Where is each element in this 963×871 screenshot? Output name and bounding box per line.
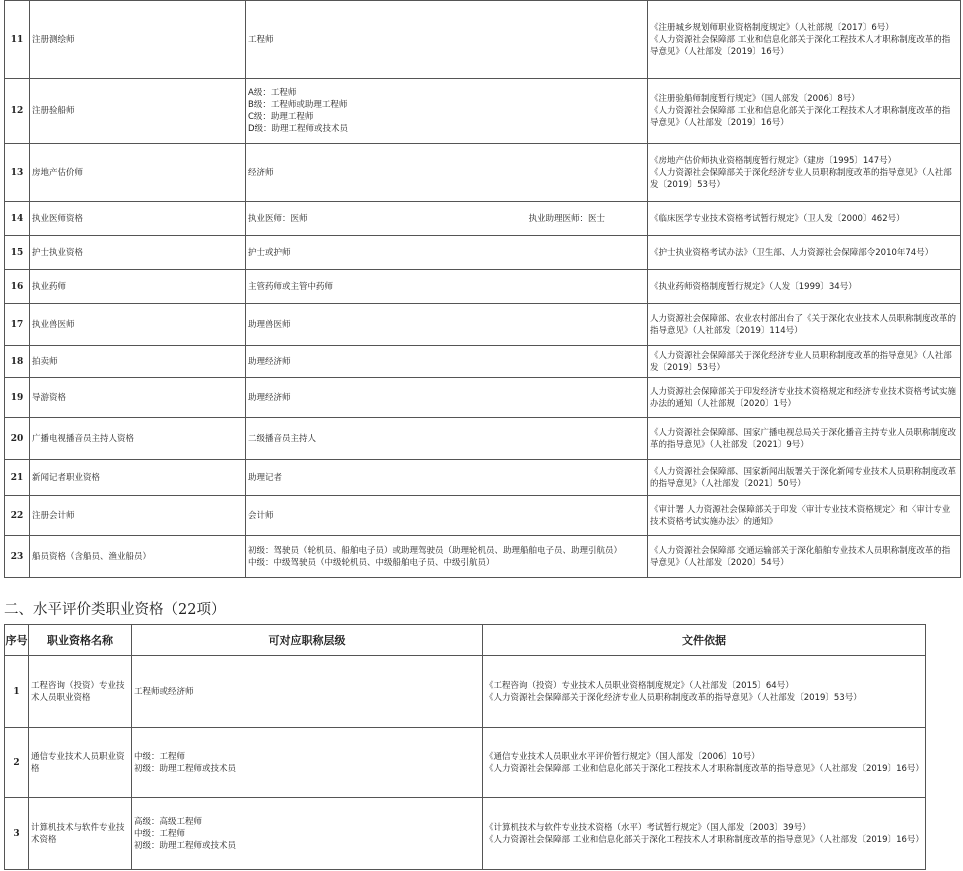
- table-row: [5, 378, 961, 418]
- table-row: [5, 536, 961, 578]
- title-level: 工程师: [246, 1, 648, 79]
- table-row: [5, 304, 961, 346]
- row-number: 20: [5, 418, 30, 460]
- row-number: 23: [5, 536, 30, 578]
- title-level: 助理兽医师: [246, 304, 648, 346]
- document-basis: 《注册城乡规划师职业资格制度规定》（人社部规〔2017〕6号） 《人力资源社会保障部 工业和信息化部关于深化工程技术人才职称制度改革的指导意见》（人社部发〔2019〕16号）: [648, 1, 961, 79]
- qualification-name: 护士执业资格: [30, 236, 246, 270]
- qualification-name: 执业药师: [30, 270, 246, 304]
- qualification-name: 计算机技术与软件专业技术资格: [29, 798, 132, 870]
- qualification-name: 执业医师资格: [30, 202, 246, 236]
- title-level: 助理经济师: [246, 346, 648, 378]
- certification-table-part1: [4, 0, 961, 578]
- qualification-name: 广播电视播音员主持人资格: [30, 418, 246, 460]
- title-level-b: 执业助理医师：医士: [528, 213, 605, 224]
- document-basis: 《人力资源社会保障部关于深化经济专业人员职称制度改革的指导意见》（人社部发〔2019〕53号）: [648, 346, 961, 378]
- title-level: 中级：工程师 初级：助理工程师或技术员: [132, 728, 483, 798]
- table-row: [5, 346, 961, 378]
- row-number: 2: [5, 728, 29, 798]
- document-basis: 人力资源社会保障部、农业农村部出台了《关于深化农业技术人员职称制度改革的指导意见》（人社部发〔2019〕114号）: [648, 304, 961, 346]
- title-level: 会计师: [246, 496, 648, 536]
- table-row: [5, 418, 961, 460]
- table-row: [5, 144, 961, 202]
- table-row: [5, 79, 961, 144]
- table-row: [5, 728, 926, 798]
- document-basis: 《计算机技术与软件专业技术资格（水平）考试暂行规定》（国人部发〔2003〕39号） 《人力资源社会保障部 工业和信息化部关于深化工程技术人才职称制度改革的指导意见》（人社部发〔2019〕16号）: [483, 798, 926, 870]
- row-number: 11: [5, 1, 30, 79]
- section-heading: 二、水平评价类职业资格（22项）: [4, 602, 226, 618]
- row-number: 14: [5, 202, 30, 236]
- title-level: 助理记者: [246, 460, 648, 496]
- qualification-name: 新闻记者职业资格: [30, 460, 246, 496]
- table-row: [5, 236, 961, 270]
- qualification-name: 工程咨询（投资）专业技术人员职业资格: [29, 656, 132, 728]
- qualification-name: 注册验船师: [30, 79, 246, 144]
- row-number: 22: [5, 496, 30, 536]
- title-level: 初级：驾驶员（轮机员、船舶电子员）或助理驾驶员（助理轮机员、助理船舶电子员、助理引航员） 中级：中级驾驶员（中级轮机员、中级船舶电子员、中级引航员）: [246, 536, 648, 578]
- document-basis: 《人力资源社会保障部、国家新闻出版署关于深化新闻专业技术人员职称制度改革的指导意见》（人社部发〔2021〕50号）: [648, 460, 961, 496]
- header-document: 文件依据: [483, 625, 926, 656]
- table-row: [5, 270, 961, 304]
- table-row: [5, 656, 926, 728]
- title-level: 助理经济师: [246, 378, 648, 418]
- title-level: 经济师: [246, 144, 648, 202]
- title-level: 二级播音员主持人: [246, 418, 648, 460]
- qualification-name: 船员资格（含船员、渔业船员）: [30, 536, 246, 578]
- document-basis: 《注册验船师制度暂行规定》（国人部发〔2006〕8号） 《人力资源社会保障部 工业和信息化部关于深化工程技术人才职称制度改革的指导意见》（人社部发〔2019〕16号）: [648, 79, 961, 144]
- document-basis: 《房地产估价师执业资格制度暂行规定》（建房〔1995〕147号） 《人力资源社会保障部关于深化经济专业人员职称制度改革的指导意见》（人社部发〔2019〕53号）: [648, 144, 961, 202]
- title-level: A级：工程师 B级：工程师或助理工程师 C级：助理工程师 D级：助理工程师或技术员: [246, 79, 648, 144]
- title-level: 工程师或经济师: [132, 656, 483, 728]
- row-number: 13: [5, 144, 30, 202]
- document-basis: 《审计署 人力资源社会保障部关于印发〈审计专业技术资格规定〉和〈审计专业技术资格考试实施办法〉的通知》: [648, 496, 961, 536]
- document-basis: 《人力资源社会保障部 交通运输部关于深化船舶专业技术人员职称制度改革的指导意见》（人社部发〔2020〕54号）: [648, 536, 961, 578]
- row-number: 3: [5, 798, 29, 870]
- document-basis: 《工程咨询（投资）专业技术人员职业资格制度规定》（人社部发〔2015〕64号） 《人力资源社会保障部关于深化经济专业人员职称制度改革的指导意见》（人社部发〔2019〕53号）: [483, 656, 926, 728]
- table-row: [5, 202, 961, 236]
- table-row: [5, 460, 961, 496]
- qualification-name: 房地产估价师: [30, 144, 246, 202]
- row-number: 19: [5, 378, 30, 418]
- row-number: 18: [5, 346, 30, 378]
- title-level: 护士或护师: [246, 236, 648, 270]
- title-level: 主管药师或主管中药师: [246, 270, 648, 304]
- row-number: 17: [5, 304, 30, 346]
- qualification-name: 拍卖师: [30, 346, 246, 378]
- table-row: [5, 496, 961, 536]
- certification-table-part2: [4, 624, 926, 870]
- qualification-name: 注册会计师: [30, 496, 246, 536]
- table-row: [5, 798, 926, 870]
- header-number: 序号: [5, 625, 29, 656]
- row-number: 21: [5, 460, 30, 496]
- table-header-row: [5, 625, 926, 656]
- qualification-name: 通信专业技术人员职业资格: [29, 728, 132, 798]
- qualification-name: 导游资格: [30, 378, 246, 418]
- title-level: 高级：高级工程师 中级：工程师 初级：助理工程师或技术员: [132, 798, 483, 870]
- row-number: 12: [5, 79, 30, 144]
- document-basis: 《人力资源社会保障部、国家广播电视总局关于深化播音主持专业人员职称制度改革的指导意见》（人社部发〔2021〕9号）: [648, 418, 961, 460]
- qualification-name: 注册测绘师: [30, 1, 246, 79]
- qualification-name: 执业兽医师: [30, 304, 246, 346]
- title-level-a: 执业医师：医师: [248, 213, 308, 224]
- row-number: 1: [5, 656, 29, 728]
- title-level: [246, 202, 648, 236]
- document-basis: 《通信专业技术人员职业水平评价暂行规定》（国人部发〔2006〕10号） 《人力资源社会保障部 工业和信息化部关于深化工程技术人才职称制度改革的指导意见》（人社部发〔2019〕16号）: [483, 728, 926, 798]
- header-level: 可对应职称层级: [132, 625, 483, 656]
- document-basis: 人力资源社会保障部关于印发经济专业技术资格规定和经济专业技术资格考试实施办法的通知（人社部规〔2020〕1号）: [648, 378, 961, 418]
- row-number: 15: [5, 236, 30, 270]
- table-row: [5, 1, 961, 79]
- document-basis: 《临床医学专业技术资格考试暂行规定》（卫人发〔2000〕462号）: [648, 202, 961, 236]
- document-basis: 《执业药师资格制度暂行规定》（人发〔1999〕34号）: [648, 270, 961, 304]
- row-number: 16: [5, 270, 30, 304]
- header-name: 职业资格名称: [29, 625, 132, 656]
- document-basis: 《护士执业资格考试办法》（卫生部、人力资源社会保障部令2010年74号）: [648, 236, 961, 270]
